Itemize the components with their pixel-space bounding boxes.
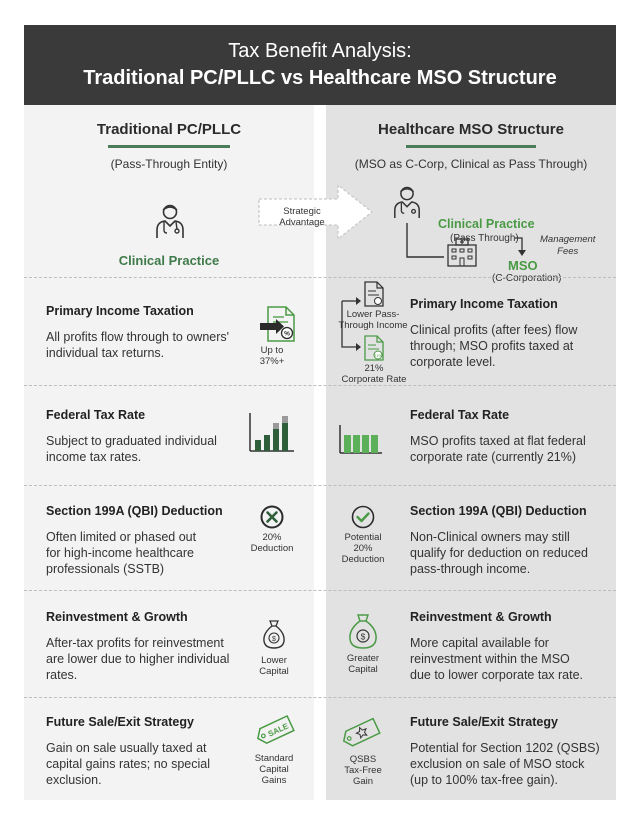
right-greater-capital-caption: Greater Capital	[346, 653, 380, 675]
section-divider	[24, 590, 616, 591]
right-section-body: More capital available for reinvestment within the MSO due to lower corporate tax rate.	[410, 636, 584, 682]
right-clinical-practice-label: Clinical Practice	[438, 217, 535, 231]
section-divider	[24, 385, 616, 386]
left-section-title: Federal Tax Rate	[46, 408, 146, 422]
left-income-caption: Up to 37%+	[259, 345, 285, 367]
svg-text:$: $	[272, 635, 276, 643]
left-capital-gains-caption: Standard Capital Gains	[254, 753, 294, 786]
section-divider	[24, 485, 616, 486]
badge-21-percent: 21%	[373, 353, 383, 358]
graduated-bars-icon	[248, 413, 294, 453]
left-clinical-practice-label: Clinical Practice	[118, 253, 220, 268]
left-column-subtitle: (Pass-Through Entity)	[110, 157, 228, 171]
document-icon	[362, 281, 386, 307]
sale-tag-text: SALE	[266, 721, 290, 739]
left-deduction-caption: 20% Deduction	[250, 532, 294, 554]
doctor-icon	[392, 185, 422, 219]
sale-tag-icon	[254, 715, 298, 745]
infographic	[24, 25, 616, 800]
right-section-title: Reinvestment & Growth	[410, 610, 552, 624]
arrow-down-icon	[514, 235, 530, 257]
green-document-icon	[362, 335, 386, 361]
left-title-underline	[108, 145, 230, 148]
strategic-advantage-label: Strategic Advantage	[279, 206, 325, 228]
left-column-title: Traditional PC/PLLC	[96, 121, 242, 138]
left-section-body: After-tax profits for reinvestment are lower due to higher individual rates.	[46, 636, 230, 682]
right-section-title: Primary Income Taxation	[410, 297, 558, 311]
section-divider	[24, 277, 616, 278]
left-section-title: Reinvestment & Growth	[46, 610, 188, 624]
header-title-line1: Tax Benefit Analysis:	[228, 40, 412, 62]
check-circle-icon	[351, 505, 375, 529]
left-section-body: Often limited or phased out for high-income healthcare professionals (SSTB)	[46, 530, 197, 576]
right-section-title: Future Sale/Exit Strategy	[410, 715, 558, 729]
doctor-icon	[154, 203, 186, 239]
left-section-body: Subject to graduated individual income tax rates.	[46, 434, 217, 464]
left-section-title: Future Sale/Exit Strategy	[46, 715, 194, 729]
section-divider	[24, 697, 616, 698]
mso-label: MSO	[508, 258, 538, 273]
header-banner	[24, 25, 616, 105]
x-circle-icon	[260, 505, 284, 529]
left-section-title: Section 199A (QBI) Deduction	[46, 504, 223, 518]
svg-text:%: %	[284, 330, 290, 338]
right-section-body: Potential for Section 1202 (QSBS) exclusion on sale of MSO stock (up to 100% tax-free gain).	[410, 741, 600, 787]
right-deduction-caption: Potential 20% Deduction	[341, 532, 385, 565]
right-corporate-rate-caption: 21% Corporate Rate	[341, 363, 407, 385]
left-section-body: All profits flow through to owners' individual tax returns.	[46, 330, 230, 360]
right-section-body: Clinical profits (after fees) flow through; MSO profits taxed at corporate level.	[410, 323, 578, 369]
money-bag-icon	[262, 619, 286, 649]
right-section-title: Federal Tax Rate	[410, 408, 510, 422]
left-section-body: Gain on sale usually taxed at capital gains rates; no special exclusion.	[46, 741, 210, 787]
right-lower-pass-through-caption: Lower Pass- Through Income	[338, 309, 408, 331]
right-section-body: Non-Clinical owners may still qualify for deduction on reduced pass-through income.	[410, 530, 588, 576]
right-section-title: Section 199A (QBI) Deduction	[410, 504, 587, 518]
right-section-body: MSO profits taxed at flat federal corporate rate (currently 21%)	[410, 434, 586, 464]
mso-c-corporation-label: (C-Corporation)	[492, 273, 562, 284]
left-section-title: Primary Income Taxation	[46, 304, 194, 318]
right-qsbs-caption: QSBS Tax-Free Gain	[344, 754, 382, 787]
right-column-title: Healthcare MSO Structure	[378, 121, 564, 138]
header-title-line2: Traditional PC/PLLC vs Healthcare MSO Structure	[83, 67, 557, 89]
tax-document-icon	[260, 305, 300, 343]
flat-bars-icon	[338, 425, 384, 455]
clinical-pass-through-label: (Pass Through)	[450, 233, 519, 244]
right-column-subtitle: (MSO as C-Corp, Clinical as Pass Through)	[354, 157, 588, 171]
money-bag-green-icon	[348, 613, 378, 649]
star-tag-icon	[340, 719, 382, 747]
svg-text:$: $	[360, 631, 366, 642]
management-fees-label: Management Fees	[540, 234, 596, 257]
right-title-underline	[406, 145, 536, 148]
left-lower-capital-caption: Lower Capital	[259, 655, 289, 677]
hospital-icon	[444, 237, 480, 267]
